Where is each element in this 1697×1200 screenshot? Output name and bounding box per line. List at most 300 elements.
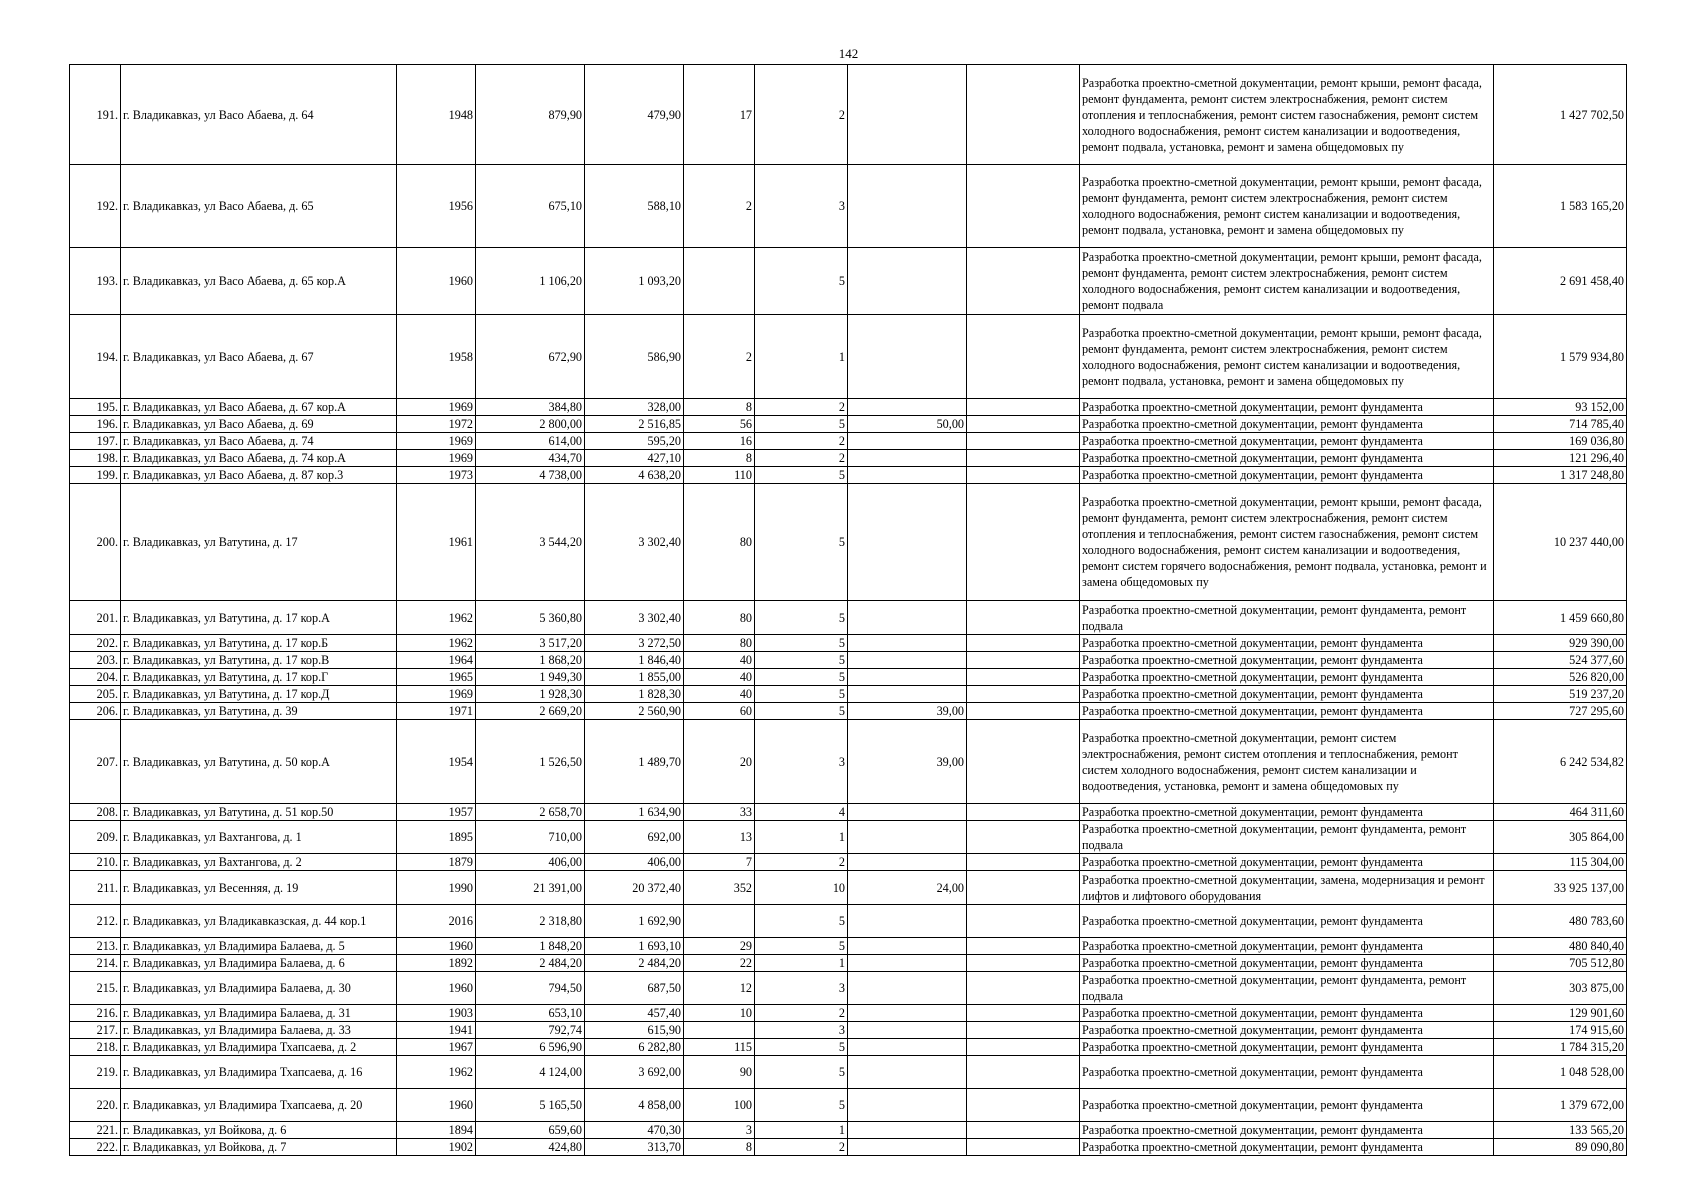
year-cell: 1969 [397,433,476,450]
works-cell: Разработка проектно-сметной документации, ремонт фундамента [1080,854,1494,871]
table-body [70,65,1627,1156]
residents-cell: 3 [684,1122,755,1139]
table-row [70,399,1627,416]
works-cell: Разработка проектно-сметной документации, ремонт фундамента [1080,1039,1494,1056]
living-area-cell: 687,50 [585,972,684,1005]
year-cell: 1965 [397,669,476,686]
year-cell: 1967 [397,1039,476,1056]
total-area-cell: 4 738,00 [476,467,585,484]
address-cell: г. Владикавказ, ул Ватутина, д. 17 кор.Б [121,635,397,652]
address-cell: г. Владикавказ, ул Владимира Балаева, д. 30 [121,972,397,1005]
total-area-cell: 6 596,90 [476,1039,585,1056]
floors-cell: 5 [755,938,848,955]
works-cell: Разработка проектно-сметной документации, ремонт фундамента [1080,1056,1494,1089]
living-area-cell: 2 560,90 [585,703,684,720]
total-area-cell: 2 669,20 [476,703,585,720]
address-cell: г. Владикавказ, ул Ватутина, д. 17 кор.Д [121,686,397,703]
address-cell: г. Владикавказ, ул Войкова, д. 6 [121,1122,397,1139]
total-area-cell: 1 848,20 [476,938,585,955]
address-cell: г. Владикавказ, ул Васо Абаева, д. 69 [121,416,397,433]
cost-cell: 526 820,00 [1494,669,1627,686]
works-cell: Разработка проектно-сметной документации, ремонт крыши, ремонт фасада, ремонт фундамента, ремонт систем электроснабжения, ремонт систем холодного водоснабжения, ремонт систем канализации и водоотведения, ремонт подвала, установка, ремонт и замена общедомовых пу [1080,315,1494,399]
year-cell: 1971 [397,703,476,720]
row-number: 215. [70,972,121,1005]
works-cell: Разработка проектно-сметной документации, ремонт крыши, ремонт фасада, ремонт фундамента, ремонт систем электроснабжения, ремонт систем отопления и теплоснабжения, ремонт систем газоснабжения, ремонт систем холодного водоснабжения, ремонт систем канализации и водоотведения, ремонт систем горячего водоснабжения, ремонт подвала, установка, ремонт и замена общедомовых пу [1080,484,1494,601]
column-9-cell [967,1022,1080,1039]
works-cell: Разработка проектно-сметной документации, ремонт фундамента [1080,1122,1494,1139]
year-cell: 1960 [397,1089,476,1122]
address-cell: г. Владикавказ, ул Вахтангова, д. 1 [121,821,397,854]
year-cell: 1972 [397,416,476,433]
works-cell: Разработка проектно-сметной документации, ремонт фундамента [1080,399,1494,416]
works-cell: Разработка проектно-сметной документации, ремонт фундамента, ремонт подвала [1080,601,1494,635]
column-9-cell [967,248,1080,315]
table-row [70,938,1627,955]
cost-cell: 115 304,00 [1494,854,1627,871]
residents-cell: 90 [684,1056,755,1089]
cost-cell: 129 901,60 [1494,1005,1627,1022]
total-area-cell: 2 484,20 [476,955,585,972]
total-area-cell: 3 517,20 [476,635,585,652]
address-cell: г. Владикавказ, ул Васо Абаева, д. 67 кор.А [121,399,397,416]
floors-cell: 1 [755,955,848,972]
living-area-cell: 615,90 [585,1022,684,1039]
address-cell: г. Владикавказ, ул Владикавказская, д. 44 кор.1 [121,905,397,938]
year-cell: 1892 [397,955,476,972]
total-area-cell: 424,80 [476,1139,585,1156]
address-cell: г. Владикавказ, ул Владимира Тхапсаева, д. 20 [121,1089,397,1122]
cost-cell: 929 390,00 [1494,635,1627,652]
column-8-cell [848,467,967,484]
total-area-cell: 2 800,00 [476,416,585,433]
column-8-cell [848,65,967,165]
cost-cell: 519 237,20 [1494,686,1627,703]
address-cell: г. Владикавказ, ул Ватутина, д. 17 кор.В [121,652,397,669]
year-cell: 1948 [397,65,476,165]
floors-cell: 2 [755,399,848,416]
cost-cell: 33 925 137,00 [1494,871,1627,905]
floors-cell: 2 [755,450,848,467]
living-area-cell: 1 692,90 [585,905,684,938]
residents-cell: 115 [684,1039,755,1056]
cost-cell: 174 915,60 [1494,1022,1627,1039]
row-number: 203. [70,652,121,669]
cost-cell: 705 512,80 [1494,955,1627,972]
table-row [70,484,1627,601]
column-8-cell [848,165,967,248]
table-row [70,635,1627,652]
table-row [70,65,1627,165]
year-cell: 1964 [397,652,476,669]
year-cell: 1954 [397,720,476,804]
address-cell: г. Владикавказ, ул Владимира Балаева, д. 31 [121,1005,397,1022]
cost-cell: 480 840,40 [1494,938,1627,955]
address-cell: г. Владикавказ, ул Ватутина, д. 17 кор.Г [121,669,397,686]
column-9-cell [967,601,1080,635]
works-cell: Разработка проектно-сметной документации, ремонт фундамента [1080,416,1494,433]
cost-cell: 464 311,60 [1494,804,1627,821]
address-cell: г. Владикавказ, ул Владимира Тхапсаева, д. 16 [121,1056,397,1089]
residents-cell: 16 [684,433,755,450]
row-number: 201. [70,601,121,635]
year-cell: 1894 [397,1122,476,1139]
column-8-cell [848,601,967,635]
table-row [70,1122,1627,1139]
floors-cell: 5 [755,1056,848,1089]
cost-cell: 1 784 315,20 [1494,1039,1627,1056]
table-row [70,1139,1627,1156]
column-9-cell [967,1039,1080,1056]
cost-cell: 133 565,20 [1494,1122,1627,1139]
works-cell: Разработка проектно-сметной документации, ремонт систем электроснабжения, ремонт систем отопления и теплоснабжения, ремонт систем холодного водоснабжения, ремонт систем канализации и водоотведения, установка, ремонт и замена общедомовых пу [1080,720,1494,804]
table-row [70,433,1627,450]
cost-cell: 89 090,80 [1494,1139,1627,1156]
column-8-cell [848,248,967,315]
works-cell: Разработка проектно-сметной документации, ремонт фундамента [1080,1139,1494,1156]
row-number: 198. [70,450,121,467]
cost-cell: 1 317 248,80 [1494,467,1627,484]
column-9-cell [967,1056,1080,1089]
floors-cell: 10 [755,871,848,905]
floors-cell: 5 [755,703,848,720]
floors-cell: 5 [755,1039,848,1056]
column-9-cell [967,484,1080,601]
row-number: 218. [70,1039,121,1056]
year-cell: 2016 [397,905,476,938]
row-number: 199. [70,467,121,484]
address-cell: г. Владикавказ, ул Вахтангова, д. 2 [121,854,397,871]
residents-cell: 17 [684,65,755,165]
total-area-cell: 384,80 [476,399,585,416]
total-area-cell: 21 391,00 [476,871,585,905]
living-area-cell: 2 484,20 [585,955,684,972]
cost-cell: 1 583 165,20 [1494,165,1627,248]
living-area-cell: 692,00 [585,821,684,854]
residents-cell: 56 [684,416,755,433]
table-row [70,703,1627,720]
floors-cell: 5 [755,484,848,601]
year-cell: 1957 [397,804,476,821]
total-area-cell: 5 360,80 [476,601,585,635]
buildings-table [69,64,1627,1156]
column-9-cell [967,65,1080,165]
floors-cell: 2 [755,1139,848,1156]
column-8-cell [848,1039,967,1056]
row-number: 210. [70,854,121,871]
table-row [70,165,1627,248]
residents-cell [684,248,755,315]
column-8-cell [848,399,967,416]
column-8-cell [848,669,967,686]
column-9-cell [967,955,1080,972]
cost-cell: 121 296,40 [1494,450,1627,467]
column-8-cell [848,686,967,703]
living-area-cell: 470,30 [585,1122,684,1139]
row-number: 208. [70,804,121,821]
floors-cell: 5 [755,652,848,669]
column-8-cell [848,1005,967,1022]
table-row [70,1089,1627,1122]
column-9-cell [967,821,1080,854]
column-9-cell [967,165,1080,248]
column-9-cell [967,1139,1080,1156]
address-cell: г. Владикавказ, ул Васо Абаева, д. 65 [121,165,397,248]
column-9-cell [967,467,1080,484]
row-number: 191. [70,65,121,165]
year-cell: 1960 [397,248,476,315]
row-number: 196. [70,416,121,433]
living-area-cell: 1 489,70 [585,720,684,804]
living-area-cell: 588,10 [585,165,684,248]
year-cell: 1990 [397,871,476,905]
column-8-cell [848,938,967,955]
living-area-cell: 457,40 [585,1005,684,1022]
row-number: 221. [70,1122,121,1139]
cost-cell: 93 152,00 [1494,399,1627,416]
year-cell: 1956 [397,165,476,248]
floors-cell: 5 [755,467,848,484]
table-row [70,416,1627,433]
living-area-cell: 479,90 [585,65,684,165]
row-number: 219. [70,1056,121,1089]
works-cell: Разработка проектно-сметной документации, ремонт крыши, ремонт фасада, ремонт фундамента, ремонт систем электроснабжения, ремонт систем отопления и теплоснабжения, ремонт систем газоснабжения, ремонт систем холодного водоснабжения, ремонт систем канализации и водоотведения, ремонт подвала, установка, ремонт и замена общедомовых пу [1080,65,1494,165]
living-area-cell: 427,10 [585,450,684,467]
column-8-cell: 39,00 [848,703,967,720]
column-9-cell [967,450,1080,467]
row-number: 204. [70,669,121,686]
residents-cell: 80 [684,484,755,601]
works-cell: Разработка проектно-сметной документации, ремонт фундамента [1080,1089,1494,1122]
works-cell: Разработка проектно-сметной документации, ремонт фундамента [1080,467,1494,484]
living-area-cell: 2 516,85 [585,416,684,433]
total-area-cell: 406,00 [476,854,585,871]
address-cell: г. Владикавказ, ул Ватутина, д. 51 кор.50 [121,804,397,821]
row-number: 217. [70,1022,121,1039]
residents-cell: 20 [684,720,755,804]
column-8-cell [848,905,967,938]
floors-cell: 2 [755,65,848,165]
residents-cell: 40 [684,669,755,686]
table-row [70,804,1627,821]
total-area-cell: 794,50 [476,972,585,1005]
residents-cell: 60 [684,703,755,720]
year-cell: 1969 [397,686,476,703]
column-8-cell [848,821,967,854]
total-area-cell: 3 544,20 [476,484,585,601]
column-9-cell [967,703,1080,720]
residents-cell: 13 [684,821,755,854]
total-area-cell: 659,60 [476,1122,585,1139]
residents-cell: 10 [684,1005,755,1022]
year-cell: 1962 [397,601,476,635]
row-number: 194. [70,315,121,399]
year-cell: 1969 [397,399,476,416]
column-8-cell [848,972,967,1005]
table-row [70,1056,1627,1089]
floors-cell: 1 [755,821,848,854]
total-area-cell: 5 165,50 [476,1089,585,1122]
table-row [70,955,1627,972]
column-8-cell [848,635,967,652]
year-cell: 1962 [397,635,476,652]
works-cell: Разработка проектно-сметной документации, замена, модернизация и ремонт лифтов и лифтового оборудования [1080,871,1494,905]
residents-cell: 2 [684,165,755,248]
floors-cell: 2 [755,1005,848,1022]
floors-cell: 5 [755,905,848,938]
column-9-cell [967,315,1080,399]
column-9-cell [967,1005,1080,1022]
table-row [70,1039,1627,1056]
works-cell: Разработка проектно-сметной документации, ремонт фундамента [1080,433,1494,450]
table-row [70,467,1627,484]
column-9-cell [967,938,1080,955]
cost-cell: 727 295,60 [1494,703,1627,720]
living-area-cell: 3 302,40 [585,601,684,635]
column-8-cell [848,450,967,467]
total-area-cell: 672,90 [476,315,585,399]
row-number: 192. [70,165,121,248]
row-number: 213. [70,938,121,955]
column-9-cell [967,905,1080,938]
total-area-cell: 653,10 [476,1005,585,1022]
residents-cell: 80 [684,635,755,652]
column-9-cell [967,720,1080,804]
year-cell: 1962 [397,1056,476,1089]
year-cell: 1895 [397,821,476,854]
total-area-cell: 792,74 [476,1022,585,1039]
table-row [70,905,1627,938]
cost-cell: 303 875,00 [1494,972,1627,1005]
works-cell: Разработка проектно-сметной документации, ремонт фундамента [1080,703,1494,720]
year-cell: 1961 [397,484,476,601]
column-8-cell [848,854,967,871]
floors-cell: 4 [755,804,848,821]
cost-cell: 1 379 672,00 [1494,1089,1627,1122]
row-number: 205. [70,686,121,703]
residents-cell: 22 [684,955,755,972]
floors-cell: 1 [755,315,848,399]
living-area-cell: 1 693,10 [585,938,684,955]
column-8-cell [848,484,967,601]
column-9-cell [967,416,1080,433]
works-cell: Разработка проектно-сметной документации, ремонт фундамента [1080,905,1494,938]
row-number: 195. [70,399,121,416]
address-cell: г. Владикавказ, ул Васо Абаева, д. 65 кор.А [121,248,397,315]
address-cell: г. Владикавказ, ул Ватутина, д. 17 [121,484,397,601]
works-cell: Разработка проектно-сметной документации, ремонт крыши, ремонт фасада, ремонт фундамента, ремонт систем электроснабжения, ремонт систем холодного водоснабжения, ремонт систем канализации и водоотведения, ремонт подвала, установка, ремонт и замена общедомовых пу [1080,165,1494,248]
residents-cell: 29 [684,938,755,955]
row-number: 214. [70,955,121,972]
address-cell: г. Владикавказ, ул Васо Абаева, д. 64 [121,65,397,165]
column-8-cell [848,652,967,669]
column-8-cell [848,1022,967,1039]
address-cell: г. Владикавказ, ул Ватутина, д. 39 [121,703,397,720]
address-cell: г. Владикавказ, ул Васо Абаева, д. 67 [121,315,397,399]
floors-cell: 5 [755,669,848,686]
address-cell: г. Владикавказ, ул Владимира Балаева, д. 33 [121,1022,397,1039]
table-row [70,669,1627,686]
column-8-cell: 24,00 [848,871,967,905]
living-area-cell: 586,90 [585,315,684,399]
column-9-cell [967,669,1080,686]
column-9-cell [967,972,1080,1005]
row-number: 197. [70,433,121,450]
row-number: 200. [70,484,121,601]
living-area-cell: 313,70 [585,1139,684,1156]
cost-cell: 305 864,00 [1494,821,1627,854]
cost-cell: 714 785,40 [1494,416,1627,433]
table-row [70,1022,1627,1039]
row-number: 193. [70,248,121,315]
column-9-cell [967,652,1080,669]
total-area-cell: 434,70 [476,450,585,467]
works-cell: Разработка проектно-сметной документации, ремонт фундамента [1080,1005,1494,1022]
column-8-cell [848,1139,967,1156]
column-9-cell [967,686,1080,703]
residents-cell: 12 [684,972,755,1005]
living-area-cell: 406,00 [585,854,684,871]
total-area-cell: 2 318,80 [476,905,585,938]
works-cell: Разработка проектно-сметной документации, ремонт крыши, ремонт фасада, ремонт фундамента, ремонт систем электроснабжения, ремонт систем холодного водоснабжения, ремонт систем канализации и водоотведения, ремонт подвала [1080,248,1494,315]
living-area-cell: 1 828,30 [585,686,684,703]
floors-cell: 3 [755,165,848,248]
works-cell: Разработка проектно-сметной документации, ремонт фундамента [1080,669,1494,686]
cost-cell: 480 783,60 [1494,905,1627,938]
column-9-cell [967,804,1080,821]
column-8-cell [848,1122,967,1139]
address-cell: г. Владикавказ, ул Владимира Балаева, д. 5 [121,938,397,955]
column-8-cell: 39,00 [848,720,967,804]
floors-cell: 2 [755,854,848,871]
cost-cell: 6 242 534,82 [1494,720,1627,804]
table-row [70,248,1627,315]
living-area-cell: 1 634,90 [585,804,684,821]
address-cell: г. Владикавказ, ул Васо Абаева, д. 74 [121,433,397,450]
total-area-cell: 1 526,50 [476,720,585,804]
residents-cell: 33 [684,804,755,821]
residents-cell: 40 [684,652,755,669]
living-area-cell: 20 372,40 [585,871,684,905]
total-area-cell: 1 106,20 [476,248,585,315]
living-area-cell: 595,20 [585,433,684,450]
total-area-cell: 1 868,20 [476,652,585,669]
table-row [70,450,1627,467]
total-area-cell: 2 658,70 [476,804,585,821]
year-cell: 1958 [397,315,476,399]
total-area-cell: 4 124,00 [476,1056,585,1089]
residents-cell: 7 [684,854,755,871]
floors-cell: 2 [755,433,848,450]
residents-cell: 2 [684,315,755,399]
row-number: 216. [70,1005,121,1022]
table-row [70,1005,1627,1022]
works-cell: Разработка проектно-сметной документации, ремонт фундамента [1080,955,1494,972]
total-area-cell: 675,10 [476,165,585,248]
cost-cell: 169 036,80 [1494,433,1627,450]
table-row [70,601,1627,635]
address-cell: г. Владикавказ, ул Весенняя, д. 19 [121,871,397,905]
living-area-cell: 1 846,40 [585,652,684,669]
column-8-cell [848,315,967,399]
address-cell: г. Владикавказ, ул Владимира Тхапсаева, д. 2 [121,1039,397,1056]
residents-cell: 8 [684,1139,755,1156]
residents-cell: 8 [684,399,755,416]
living-area-cell: 3 272,50 [585,635,684,652]
column-8-cell [848,1089,967,1122]
table-row [70,720,1627,804]
year-cell: 1941 [397,1022,476,1039]
living-area-cell: 3 302,40 [585,484,684,601]
